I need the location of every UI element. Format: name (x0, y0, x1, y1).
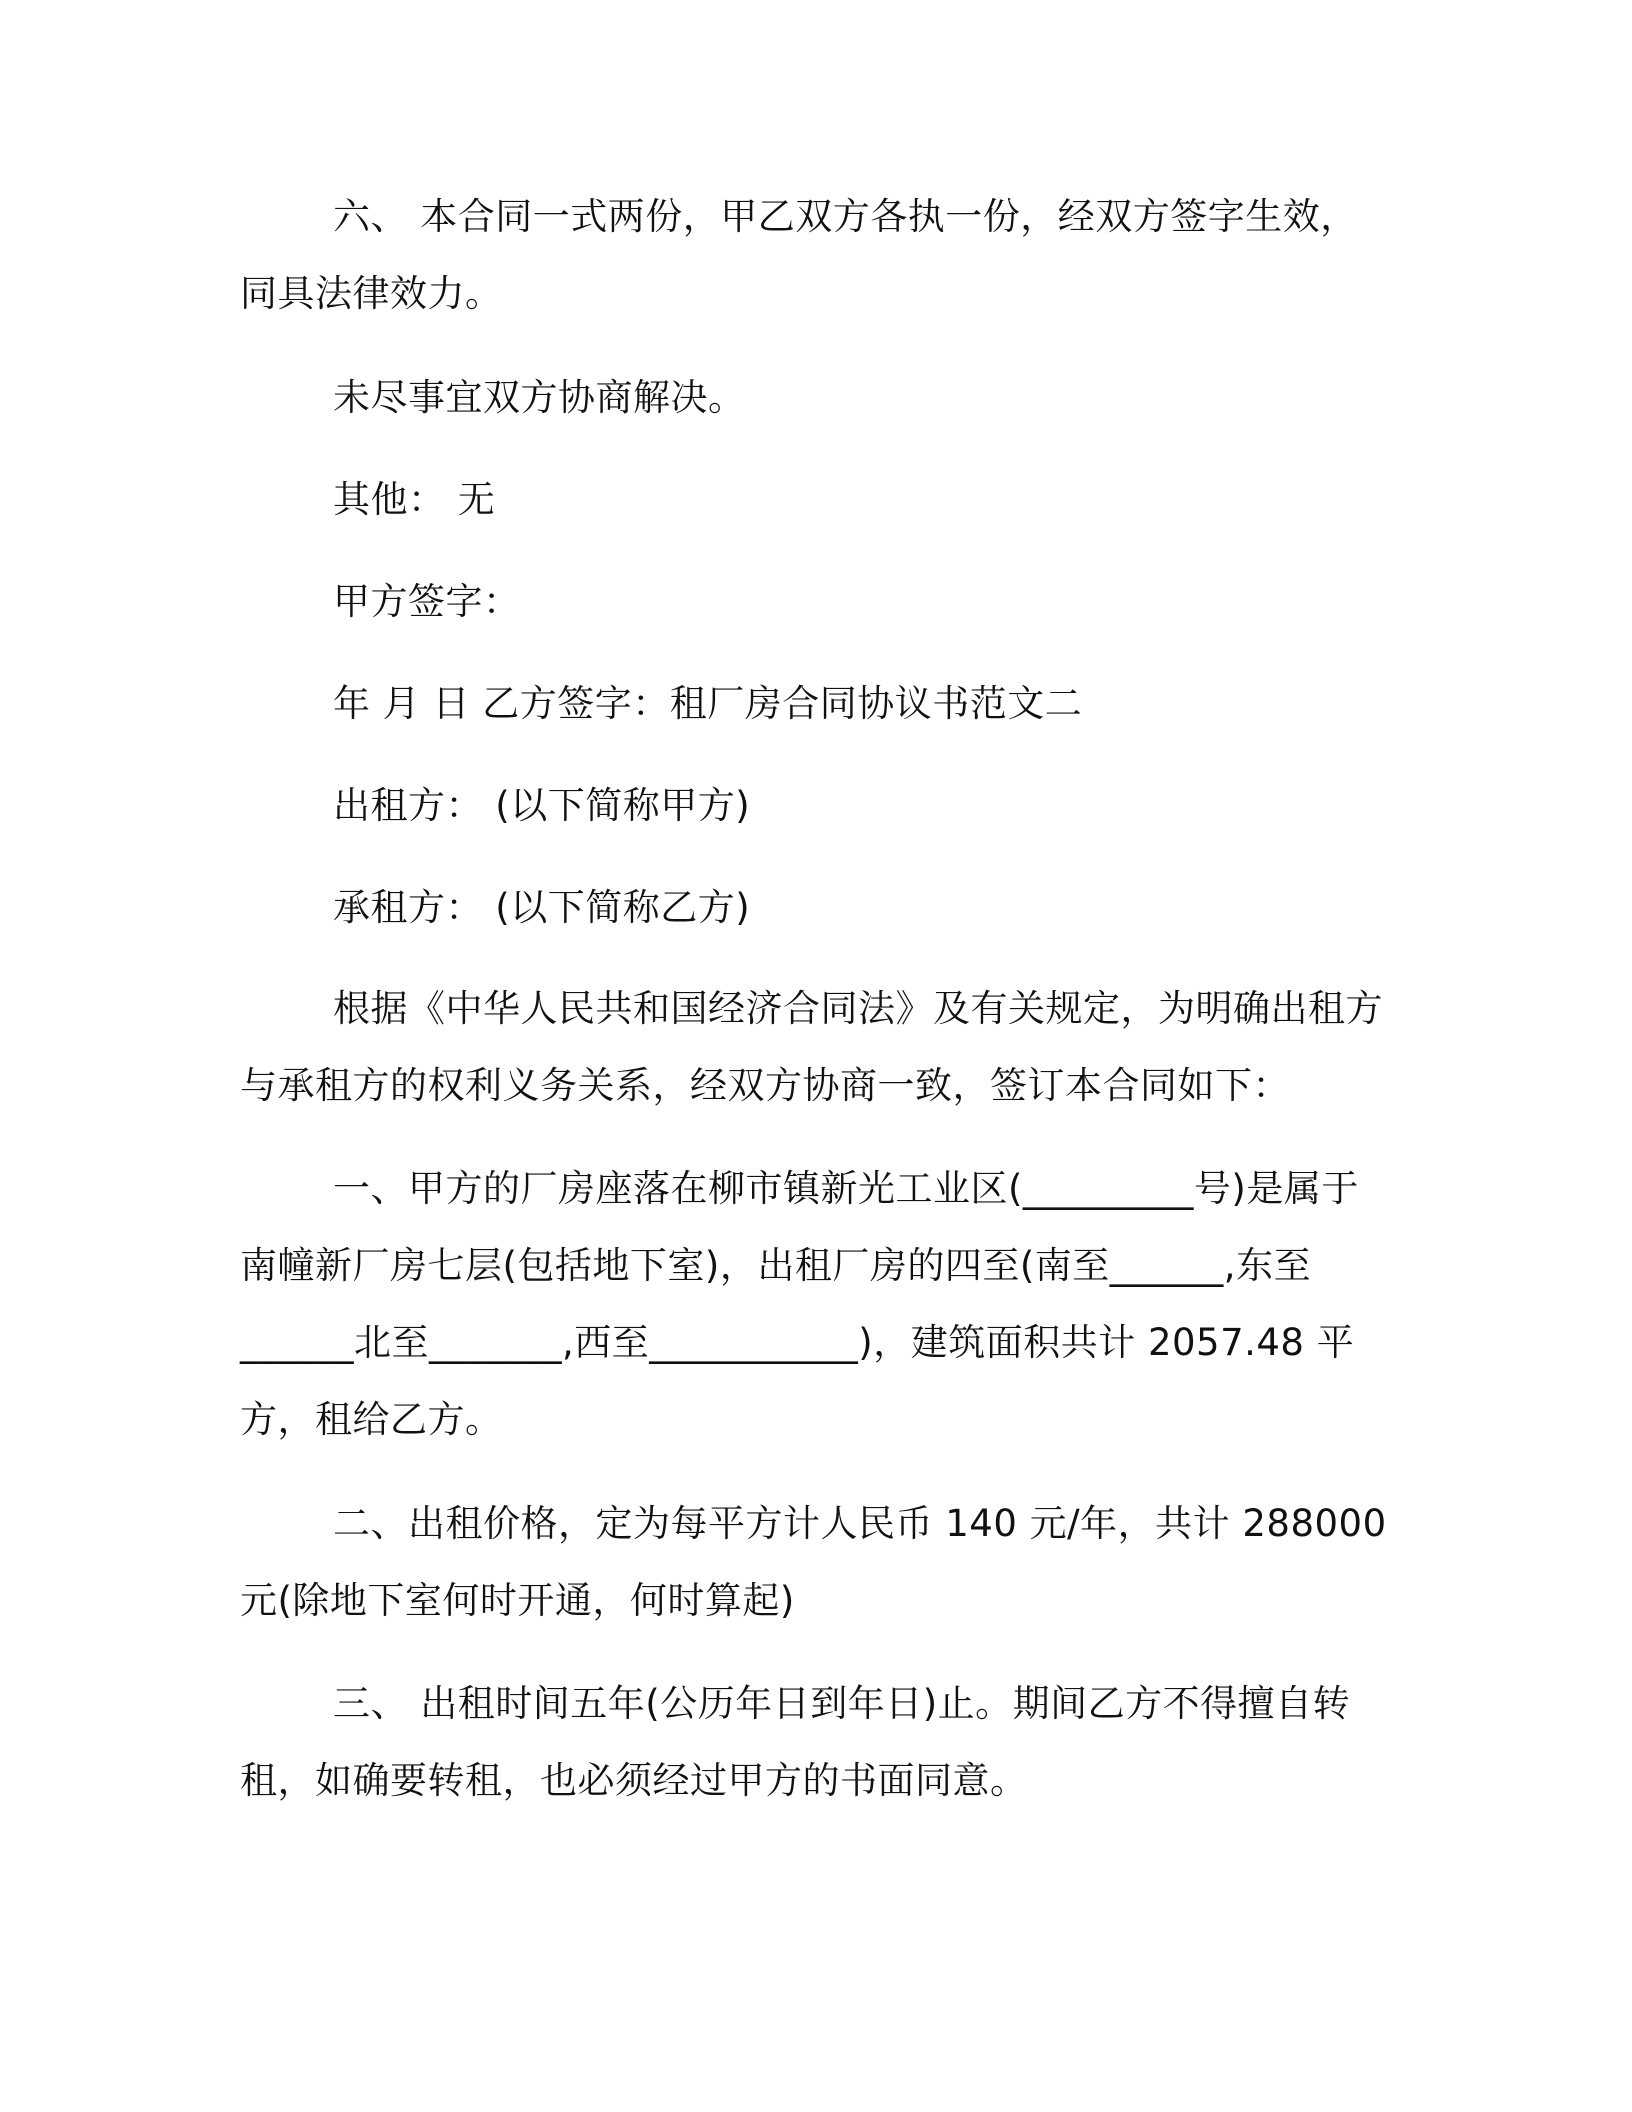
paragraph-unresolved-matters: 未尽事宜双方协商解决。 (333, 376, 746, 419)
paragraph-clause-2-price: 二、出租价格，定为每平方计人民币 140 元/年，共计 288000 元(除地下室何时开通，何时算起) (240, 1502, 1387, 1622)
paragraph-legal-basis: 根据《中华人民共和国经济合同法》及有关规定，为明确出租方与承租方的权利义务关系，经双方协商一致，签订本合同如下： (240, 987, 1383, 1107)
paragraph-party-a-signature: 甲方签字： (333, 580, 521, 623)
paragraph-other: 其他： 无 (333, 478, 496, 521)
paragraph-clause-1-location: 一、甲方的厂房座落在柳市镇新光工业区(_________号)是属于南幢新厂房七层(包括地下室)，出租厂房的四至(南至______,东至______北至_______,西至___________)，建筑面积共计 2057.48 平方，租给乙方。 (240, 1167, 1359, 1441)
paragraph-date-party-b-signature: 年 月 日 乙方签字：租厂房合同协议书范文二 (333, 682, 1083, 725)
paragraph-lessee: 承租方： (以下简称乙方) (333, 886, 751, 929)
paragraph-clause-3-term: 三、 出租时间五年(公历年日到年日)止。期间乙方不得擅自转租，如确要转租，也必须经过甲方的书面同意。 (240, 1682, 1351, 1802)
paragraph-lessor: 出租方： (以下简称甲方) (333, 784, 751, 827)
paragraph-clause-6: 六、 本合同一式两份，甲乙双方各执一份，经双方签字生效，同具法律效力。 (240, 195, 1358, 315)
